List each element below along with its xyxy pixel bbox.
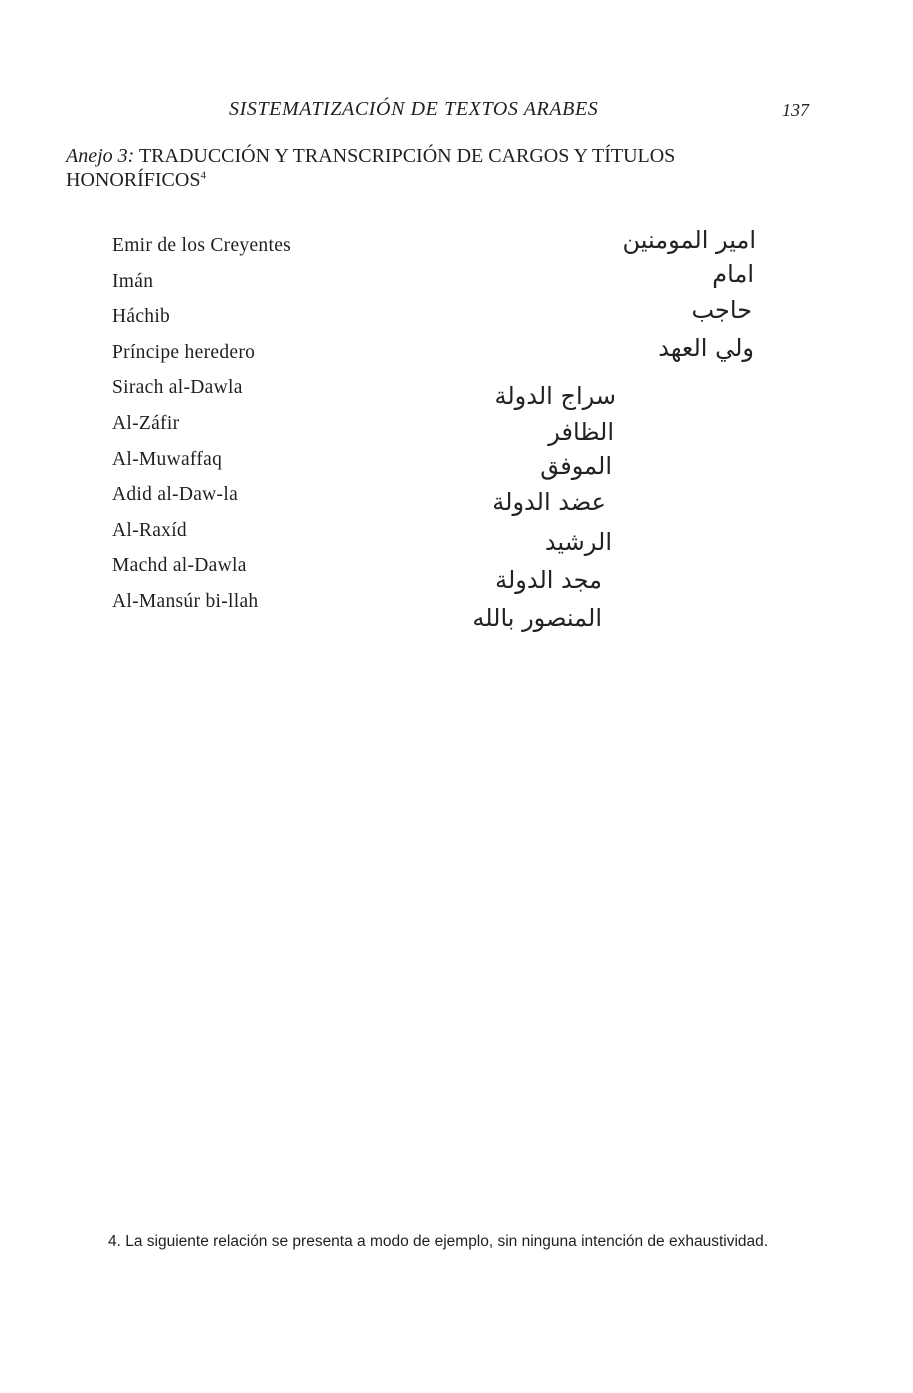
annex-heading (66, 144, 786, 192)
annex-title: TRADUCCIÓN Y TRANSCRIPCIÓN DE CARGOS Y TÍTULOS HONORÍFICOS (66, 145, 676, 191)
term-arabic-handwritten: امير المومنين (622, 226, 756, 254)
term-spanish: Al-Muwaffaq (112, 448, 223, 470)
footnote-number: 4. (108, 1233, 121, 1250)
annex-label: Anejo 3: (66, 145, 135, 167)
footnote-reference: 4 (200, 169, 206, 182)
term-spanish: Sirach al-Dawla (112, 377, 243, 399)
terms-list (112, 234, 291, 626)
page-number: 137 (782, 100, 809, 120)
term-spanish: Al-Raxíd (112, 519, 187, 541)
term-arabic-handwritten: الظافر (548, 418, 614, 446)
term-spanish: Imán (112, 270, 154, 292)
term-spanish: Príncipe heredero (112, 341, 256, 363)
footnote (78, 1234, 820, 1250)
term-arabic-handwritten: المنصور بالله (472, 604, 602, 632)
term-spanish: Háchib (112, 306, 171, 328)
term-spanish: Emir de los Creyentes (112, 235, 292, 256)
term-arabic-handwritten: سراج الدولة (494, 382, 616, 410)
term-arabic-handwritten: حاجب (691, 296, 752, 324)
term-arabic-handwritten: مجد الدولة (495, 566, 602, 594)
term-arabic-handwritten: امام (712, 260, 754, 288)
term-spanish: Al-Záfir (112, 412, 180, 434)
term-spanish: Adid al-Daw-la (112, 484, 239, 506)
term-arabic-handwritten: الموفق (540, 452, 612, 480)
term-arabic-handwritten: عضد الدولة (492, 488, 606, 516)
footnote-text: La siguiente relación se presenta a modo de ejemplo, sin ninguna intención de exhaustividad. (125, 1233, 769, 1250)
term-arabic-handwritten: الرشيد (544, 528, 612, 556)
running-title: SISTEMATIZACIÓN DE TEXTOS ARABES (229, 98, 599, 120)
term-spanish: Machd al-Dawla (112, 555, 247, 577)
term-arabic-handwritten: ولي العهد (658, 334, 754, 362)
term-spanish: Al-Mansúr bi-llah (112, 590, 259, 612)
